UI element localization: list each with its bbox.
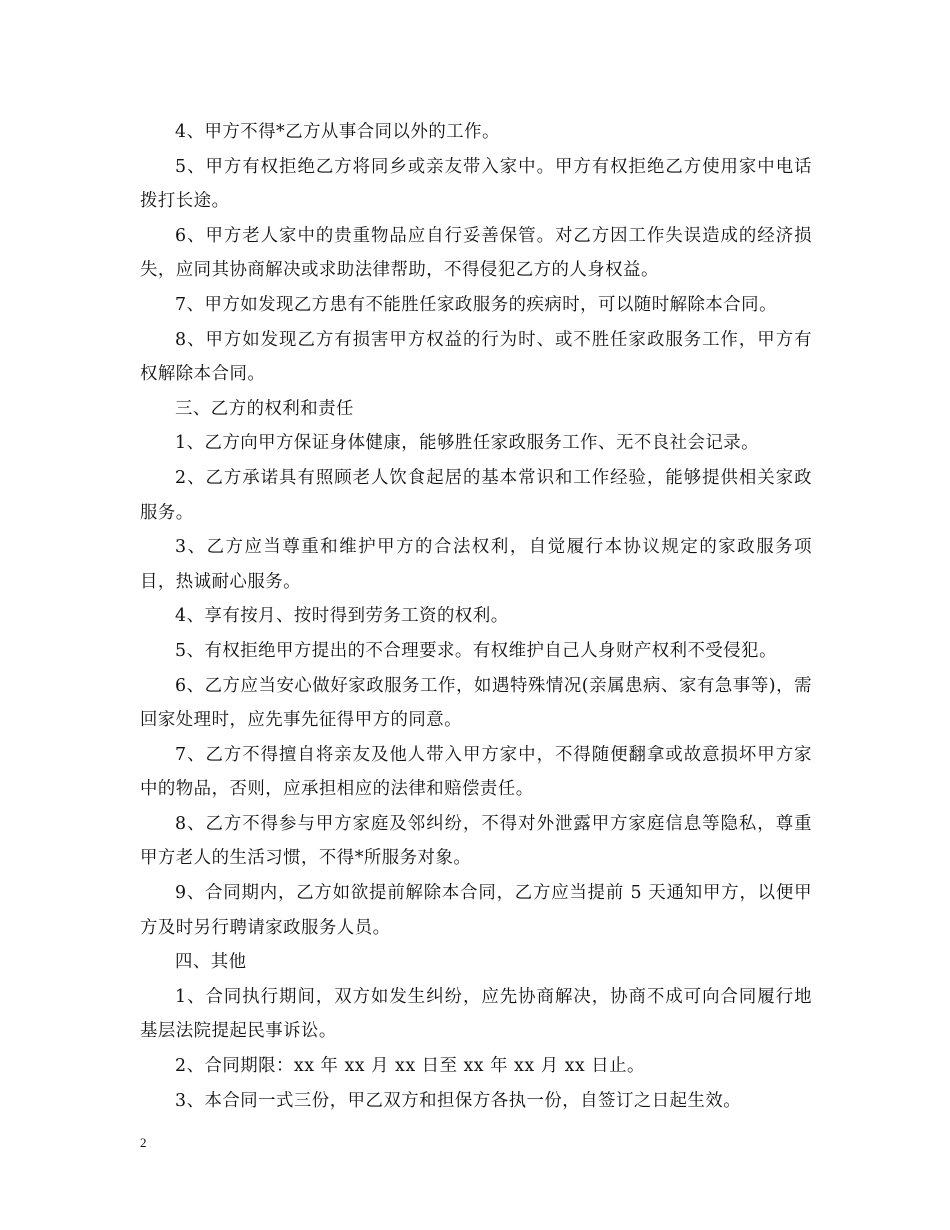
paragraph: 3、乙方应当尊重和维护甲方的合法权利，自觉履行本协议规定的家政服务项目，热诚耐心服务。 xyxy=(140,537,812,592)
paragraph: 2、合同期限：xx 年 xx 月 xx 日至 xx 年 xx 月 xx 日止。 xyxy=(175,1056,645,1077)
paragraph: 2、乙方承诺具有照顾老人饮食起居的基本常识和工作经验，能够提供相关家政服务。 xyxy=(140,467,812,523)
page-number: 2 xyxy=(140,1135,147,1150)
paragraph: 3、本合同一式三份，甲乙双方和担保方各执一份，自签订之日起生效。 xyxy=(175,1090,742,1111)
paragraph: 5、甲方有权拒绝乙方将同乡或亲友带入家中。甲方有权拒绝乙方使用家中电话拨打长途。 xyxy=(140,156,812,212)
paragraph: 1、乙方向甲方保证身体健康，能够胜任家政服务工作、无不良社会记录。 xyxy=(175,433,760,454)
document-body xyxy=(140,115,812,1118)
paragraph: 6、甲方老人家中的贵重物品应自行妥善保管。对乙方因工作失误造成的经济损失，应同其协商解决或求助法律帮助，不得侵犯乙方的人身权益。 xyxy=(140,225,812,281)
paragraph: 1、合同执行期间，双方如发生纠纷，应先协商解决，协商不成可向合同履行地基层法院提起民事诉讼。 xyxy=(140,986,812,1042)
paragraph: 8、乙方不得参与甲方家庭及邻纠纷，不得对外泄露甲方家庭信息等隐私，尊重甲方老人的生活习惯，不得*所服务对象。 xyxy=(140,813,812,869)
paragraph: 7、甲方如发现乙方患有不能胜任家政服务的疾病时，可以随时解除本合同。 xyxy=(175,294,777,315)
paragraph: 6、乙方应当安心做好家政服务工作，如遇特殊情况(亲属患病、家有急事等)，需回家处理时，应先事先征得甲方的同意。 xyxy=(140,675,812,731)
paragraph: 5、有权拒绝甲方提出的不合理要求。有权维护自己人身财产权利不受侵犯。 xyxy=(175,640,777,661)
section-heading: 三、乙方的权利和责任 xyxy=(175,398,354,419)
paragraph: 7、乙方不得擅自将亲友及他人带入甲方家中，不得随便翻拿或故意损坏甲方家中的物品，否则，应承担相应的法律和赔偿责任。 xyxy=(140,744,812,800)
paragraph: 9、合同期内，乙方如欲提前解除本合同，乙方应当提前 5 天通知甲方，以便甲方及时另行聘请家政服务人员。 xyxy=(140,883,812,938)
paragraph: 4、享有按月、按时得到劳务工资的权利。 xyxy=(175,606,509,627)
section-heading: 四、其他 xyxy=(175,952,247,973)
paragraph: 4、甲方不得*乙方从事合同以外的工作。 xyxy=(175,122,500,142)
paragraph: 8、甲方如发现乙方有损害甲方权益的行为时、或不胜任家政服务工作，甲方有权解除本合同。 xyxy=(140,329,812,385)
